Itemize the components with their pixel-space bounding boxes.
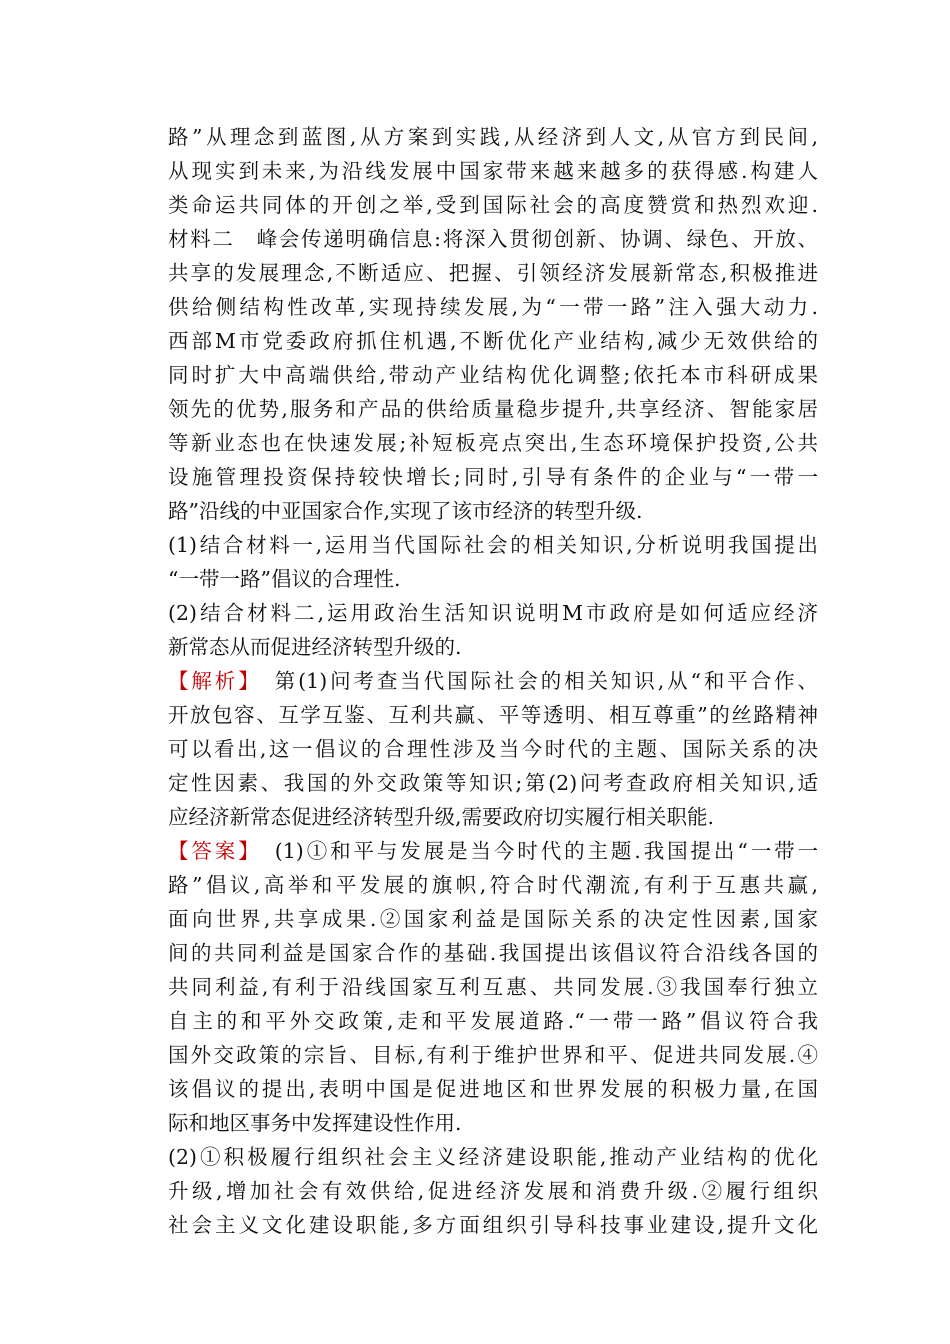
line-text: 间的共同利益是国家合作的基础.我国提出该倡议符合沿线各国的 — [168, 941, 818, 965]
text-line — [168, 426, 818, 460]
line-text: 社会主义文化建设职能,多方面组织引导科技事业建设,提升文化 — [168, 1213, 818, 1237]
text-line — [168, 800, 818, 834]
text-line — [168, 494, 818, 528]
line-text: 该倡议的提出,表明中国是促进地区和世界发展的积极力量,在国 — [168, 1077, 818, 1101]
line-text: 领先的优势,服务和产品的供给质量稳步提升,共享经济、智能家居 — [168, 397, 818, 421]
text-line — [168, 1072, 818, 1106]
document-body — [168, 120, 818, 1242]
line-text: 类命运共同体的开创之举,受到国际社会的高度赞赏和热烈欢迎. — [168, 193, 818, 217]
text-line — [168, 324, 818, 358]
line-text: (2)结合材料二,运用政治生活知识说明M市政府是如何适应经济 — [168, 601, 818, 625]
text-line — [168, 188, 818, 222]
text-line — [168, 766, 818, 800]
text-line — [168, 1106, 818, 1140]
text-line — [168, 392, 818, 426]
line-text: 第(1)问考查当代国际社会的相关知识,从“和平合作、 — [251, 669, 818, 693]
text-line — [168, 596, 818, 630]
line-text: 设施管理投资保持较快增长;同时,引导有条件的企业与“一带一 — [168, 465, 818, 489]
line-text: 西部M市党委政府抓住机遇,不断优化产业结构,减少无效供给的 — [168, 329, 818, 353]
line-text: 应经济新常态促进经济转型升级,需要政府切实履行相关职能. — [168, 805, 715, 829]
line-text: 路”沿线的中亚国家合作,实现了该市经济的转型升级. — [168, 499, 643, 523]
text-line — [168, 664, 818, 698]
line-text: (1)①和平与发展是当今时代的主题.我国提出“一带一 — [251, 839, 818, 863]
text-line — [168, 1004, 818, 1038]
text-line — [168, 1140, 818, 1174]
text-line — [168, 358, 818, 392]
line-text: 可以看出,这一倡议的合理性涉及当今时代的主题、国际关系的决 — [168, 737, 818, 761]
line-text: 升级,增加社会有效供给,促进经济发展和消费升级.②履行组织 — [168, 1179, 818, 1203]
line-text: 定性因素、我国的外交政策等知识;第(2)问考查政府相关知识,适 — [168, 771, 818, 795]
line-text: 同时扩大中高端供给,带动产业结构优化调整;依托本市科研成果 — [168, 363, 818, 387]
text-line — [168, 698, 818, 732]
text-line — [168, 902, 818, 936]
line-text: “一带一路”倡议的合理性. — [168, 567, 401, 591]
text-line — [168, 1174, 818, 1208]
text-line — [168, 1038, 818, 1072]
text-line — [168, 936, 818, 970]
line-text: 材料二 峰会传递明确信息:将深入贯彻创新、协调、绿色、开放、 — [168, 227, 818, 251]
line-text: 路”倡议,高举和平发展的旗帜,符合时代潮流,有利于互惠共赢, — [168, 873, 818, 897]
line-text: 自主的和平外交政策,走和平发展道路.“一带一路”倡议符合我 — [168, 1009, 818, 1033]
line-text: 新常态从而促进经济转型升级的. — [168, 635, 462, 659]
line-text: (1)结合材料一,运用当代国际社会的相关知识,分析说明我国提出 — [168, 533, 818, 557]
text-line — [168, 120, 818, 154]
text-line — [168, 732, 818, 766]
line-text: 共同利益,有利于沿线国家互利互惠、共同发展.③我国奉行独立 — [168, 975, 818, 999]
line-text: 际和地区事务中发挥建设性作用. — [168, 1111, 462, 1135]
text-line — [168, 460, 818, 494]
text-line — [168, 868, 818, 902]
line-text: 路”从理念到蓝图,从方案到实践,从经济到人文,从官方到民间, — [168, 125, 818, 149]
text-line — [168, 970, 818, 1004]
line-text: (2)①积极履行组织社会主义经济建设职能,推动产业结构的优化 — [168, 1145, 818, 1169]
line-text: 开放包容、互学互鉴、互利共赢、平等透明、相互尊重”的丝路精神 — [168, 703, 818, 727]
line-text: 从现实到未来,为沿线发展中国家带来越来越多的获得感.构建人 — [168, 159, 818, 183]
text-line — [168, 154, 818, 188]
text-line — [168, 222, 818, 256]
text-line — [168, 256, 818, 290]
line-text: 等新业态也在快速发展;补短板亮点突出,生态环境保护投资,公共 — [168, 431, 818, 455]
section-tag: 【答案】 — [168, 839, 252, 863]
text-line — [168, 834, 818, 868]
text-line — [168, 562, 818, 596]
text-line — [168, 528, 818, 562]
text-line — [168, 1208, 818, 1242]
text-line — [168, 290, 818, 324]
section-tag: 【解析】 — [168, 669, 252, 693]
line-text: 共享的发展理念,不断适应、把握、引领经济发展新常态,积极推进 — [168, 261, 818, 285]
line-text: 面向世界,共享成果.②国家利益是国际关系的决定性因素,国家 — [168, 907, 818, 931]
line-text: 供给侧结构性改革,实现持续发展,为“一带一路”注入强大动力. — [168, 295, 818, 319]
text-line — [168, 630, 818, 664]
line-text: 国外交政策的宗旨、目标,有利于维护世界和平、促进共同发展.④ — [168, 1043, 818, 1067]
